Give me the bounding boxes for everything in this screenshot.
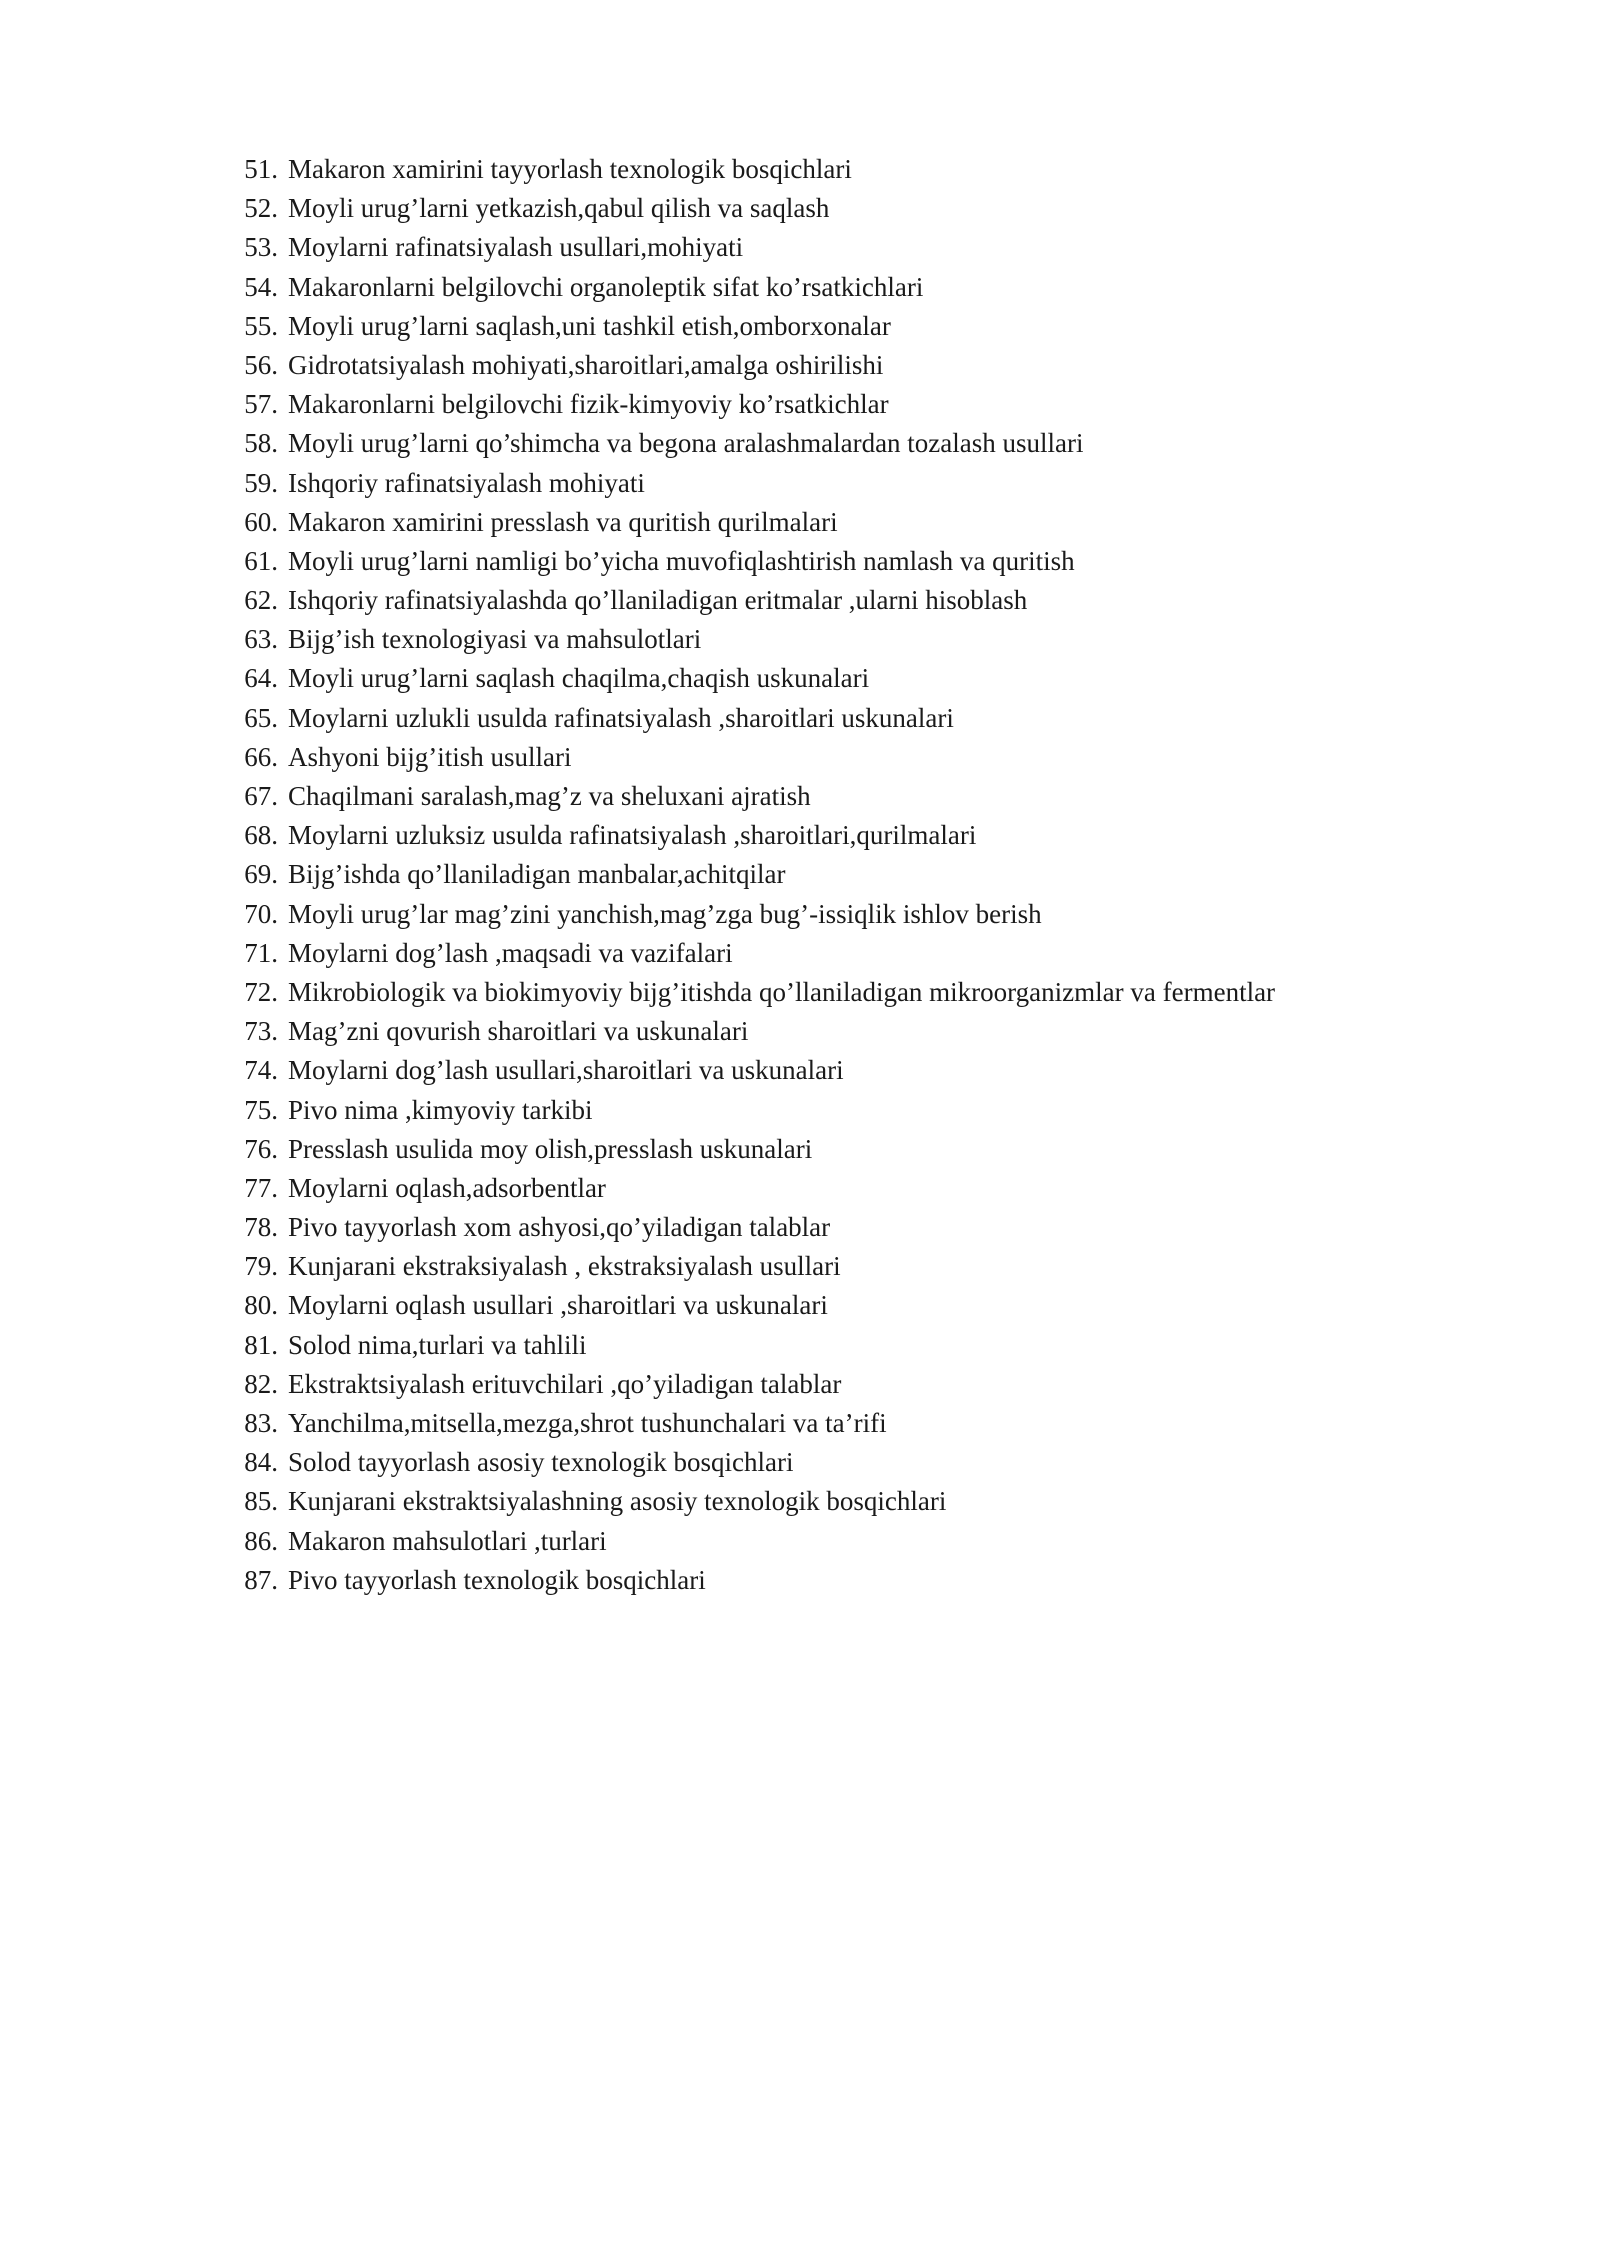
list-item xyxy=(228,1091,1275,1130)
list-item xyxy=(228,1482,1275,1521)
list-item xyxy=(228,1522,1275,1561)
list-item xyxy=(228,581,1275,620)
list-item xyxy=(228,542,1275,581)
list-item-number: 76. xyxy=(244,1133,278,1164)
list-item-text: Bijg’ishda qo’llaniladigan manbalar,achitqilar xyxy=(288,859,786,890)
list-item-number: 68. xyxy=(244,820,278,851)
list-item xyxy=(228,1208,1275,1247)
list-item-number: 78. xyxy=(244,1212,278,1243)
list-item-number: 67. xyxy=(244,781,278,811)
list-item-text: Mag’zni qovurish sharoitlari va uskunalari xyxy=(288,1016,749,1047)
list-item xyxy=(228,855,1275,894)
list-item-text: Gidrotatsiyalash mohiyati,sharoitlari,amalga oshirilishi xyxy=(288,349,884,380)
list-item xyxy=(228,346,1275,385)
list-item xyxy=(228,699,1275,738)
list-item-number: 66. xyxy=(244,741,278,772)
list-item xyxy=(228,659,1275,698)
list-item-text: Ishqoriy rafinatsiyalash mohiyati xyxy=(288,467,645,498)
list-item-number: 75. xyxy=(244,1094,278,1125)
list-item-text: Pivo tayyorlash texnologik bosqichlari xyxy=(288,1564,706,1595)
list-item xyxy=(228,307,1275,346)
list-item xyxy=(228,1169,1275,1208)
list-item-text: Pivo nima ,kimyoviy tarkibi xyxy=(288,1094,593,1125)
list-item-number: 87. xyxy=(244,1564,278,1595)
list-item xyxy=(228,464,1275,503)
list-item-text: Makaronlarni belgilovchi organoleptik sifat ko’rsatkichlari xyxy=(288,271,924,302)
list-item xyxy=(228,1130,1275,1169)
list-item-text: Moylarni rafinatsiyalash usullari,mohiyati xyxy=(288,232,744,263)
list-item-text: Bijg’ish texnologiyasi va mahsulotlari xyxy=(288,624,702,655)
list-item-text: Moyli urug’larni qo’shimcha va begona aralashmalardan tozalash usullari xyxy=(288,428,1084,459)
list-item-text: Solod tayyorlash asosiy texnologik bosqichlari xyxy=(288,1447,794,1478)
list-item-number: 74. xyxy=(244,1055,278,1086)
list-item-text: Makaron mahsulotlari ,turlari xyxy=(288,1525,607,1556)
list-item xyxy=(228,1443,1275,1482)
list-item-number: 60. xyxy=(244,506,278,537)
list-item-text: Moylarni dog’lash ,maqsadi va vazifalari xyxy=(288,937,733,968)
list-item xyxy=(228,228,1275,267)
list-item-number: 61. xyxy=(244,545,278,576)
list-item-text: Yanchilma,mitsella,mezga,shrot tushunchalari va ta’rifi xyxy=(288,1408,887,1438)
list-item xyxy=(228,268,1275,307)
list-item-number: 56. xyxy=(244,349,278,380)
list-item-number: 71. xyxy=(244,937,278,968)
list-item-text: Mikrobiologik va biokimyoviy bijg’itishda qo’llaniladigan mikroorganizmlar va fermentlar xyxy=(288,976,1276,1007)
list-item-number: 79. xyxy=(244,1251,278,1282)
list-item-number: 86. xyxy=(244,1525,278,1556)
list-item xyxy=(228,1051,1275,1090)
list-item xyxy=(228,777,1275,816)
list-item-number: 54. xyxy=(244,271,278,302)
list-item-number: 81. xyxy=(244,1329,278,1360)
list-item xyxy=(228,1404,1275,1443)
list-item-number: 80. xyxy=(244,1290,278,1321)
list-item xyxy=(228,738,1275,777)
list-item xyxy=(228,1012,1275,1051)
list-item xyxy=(228,973,1275,1012)
list-item-number: 85. xyxy=(244,1486,278,1517)
question-list xyxy=(228,150,1275,1600)
list-item-text: Moylarni uzluksiz usulda rafinatsiyalash ,sharoitlari,qurilmalari xyxy=(288,820,977,851)
list-item-number: 84. xyxy=(244,1447,278,1478)
list-item-text: Pivo tayyorlash xom ashyosi,qo’yiladigan talablar xyxy=(288,1212,831,1243)
list-item xyxy=(228,620,1275,659)
list-item-text: Makaronlarni belgilovchi fizik-kimyoviy ko’rsatkichlar xyxy=(288,389,889,420)
list-item-text: Ishqoriy rafinatsiyalashda qo’llaniladigan eritmalar ,ularni hisoblash xyxy=(288,585,1028,616)
list-item-text: Presslash usulida moy olish,presslash uskunalari xyxy=(288,1133,813,1164)
list-item-text: Ekstraktsiyalash erituvchilari ,qo’yiladigan talablar xyxy=(288,1368,842,1399)
list-item-number: 69. xyxy=(244,859,278,890)
list-item xyxy=(228,1561,1275,1600)
list-item-text: Chaqilmani saralash,mag’z va sheluxani ajratish xyxy=(288,781,811,811)
list-item-text: Moyli urug’larni saqlash chaqilma,chaqish uskunalari xyxy=(288,663,870,694)
list-item xyxy=(228,1365,1275,1404)
list-item xyxy=(228,385,1275,424)
list-item xyxy=(228,189,1275,228)
list-item-number: 70. xyxy=(244,898,278,929)
list-item-number: 57. xyxy=(244,389,278,420)
list-item-number: 52. xyxy=(244,193,278,224)
list-item-text: Moylarni oqlash usullari ,sharoitlari va uskunalari xyxy=(288,1290,828,1321)
list-item-number: 64. xyxy=(244,663,278,694)
list-item-text: Kunjarani ekstraktsiyalashning asosiy texnologik bosqichlari xyxy=(288,1486,947,1517)
list-item xyxy=(228,150,1275,189)
list-item-text: Solod nima,turlari va tahlili xyxy=(288,1329,587,1360)
list-item-text: Moyli urug’larni saqlash,uni tashkil etish,omborxonalar xyxy=(288,310,891,341)
list-item xyxy=(228,424,1275,463)
list-item-text: Moyli urug’larni yetkazish,qabul qilish va saqlash xyxy=(288,193,830,224)
list-item xyxy=(228,503,1275,542)
list-item-text: Makaron xamirini presslash va quritish qurilmalari xyxy=(288,506,838,537)
list-item-number: 58. xyxy=(244,428,278,459)
list-item-text: Moylarni uzlukli usulda rafinatsiyalash ,sharoitlari uskunalari xyxy=(288,702,954,733)
list-item-text: Kunjarani ekstraksiyalash , ekstraksiyalash usullari xyxy=(288,1251,841,1282)
list-item xyxy=(228,895,1275,934)
list-item-number: 77. xyxy=(244,1172,278,1203)
list-item-number: 51. xyxy=(244,154,278,184)
list-item xyxy=(228,1326,1275,1365)
list-item-number: 53. xyxy=(244,232,278,263)
list-item-number: 73. xyxy=(244,1016,278,1047)
list-item-text: Makaron xamirini tayyorlash texnologik bosqichlari xyxy=(288,154,852,184)
list-item-text: Moyli urug’lar mag’zini yanchish,mag’zga bug’-issiqlik ishlov berish xyxy=(288,898,1042,929)
list-item-number: 55. xyxy=(244,310,278,341)
list-item-text: Moyli urug’larni namligi bo’yicha muvofiqlashtirish namlash va quritish xyxy=(288,545,1075,576)
list-item-number: 82. xyxy=(244,1368,278,1399)
list-item-number: 83. xyxy=(244,1408,278,1438)
list-item xyxy=(228,1286,1275,1325)
list-item-text: Moylarni oqlash,adsorbentlar xyxy=(288,1172,606,1203)
list-item xyxy=(228,934,1275,973)
list-item-number: 65. xyxy=(244,702,278,733)
list-item-number: 63. xyxy=(244,624,278,655)
list-item xyxy=(228,1247,1275,1286)
list-item xyxy=(228,816,1275,855)
list-item-text: Ashyoni bijg’itish usullari xyxy=(288,741,572,772)
list-item-number: 72. xyxy=(244,976,278,1007)
list-item-number: 59. xyxy=(244,467,278,498)
list-item-number: 62. xyxy=(244,585,278,616)
list-item-text: Moylarni dog’lash usullari,sharoitlari va uskunalari xyxy=(288,1055,844,1086)
